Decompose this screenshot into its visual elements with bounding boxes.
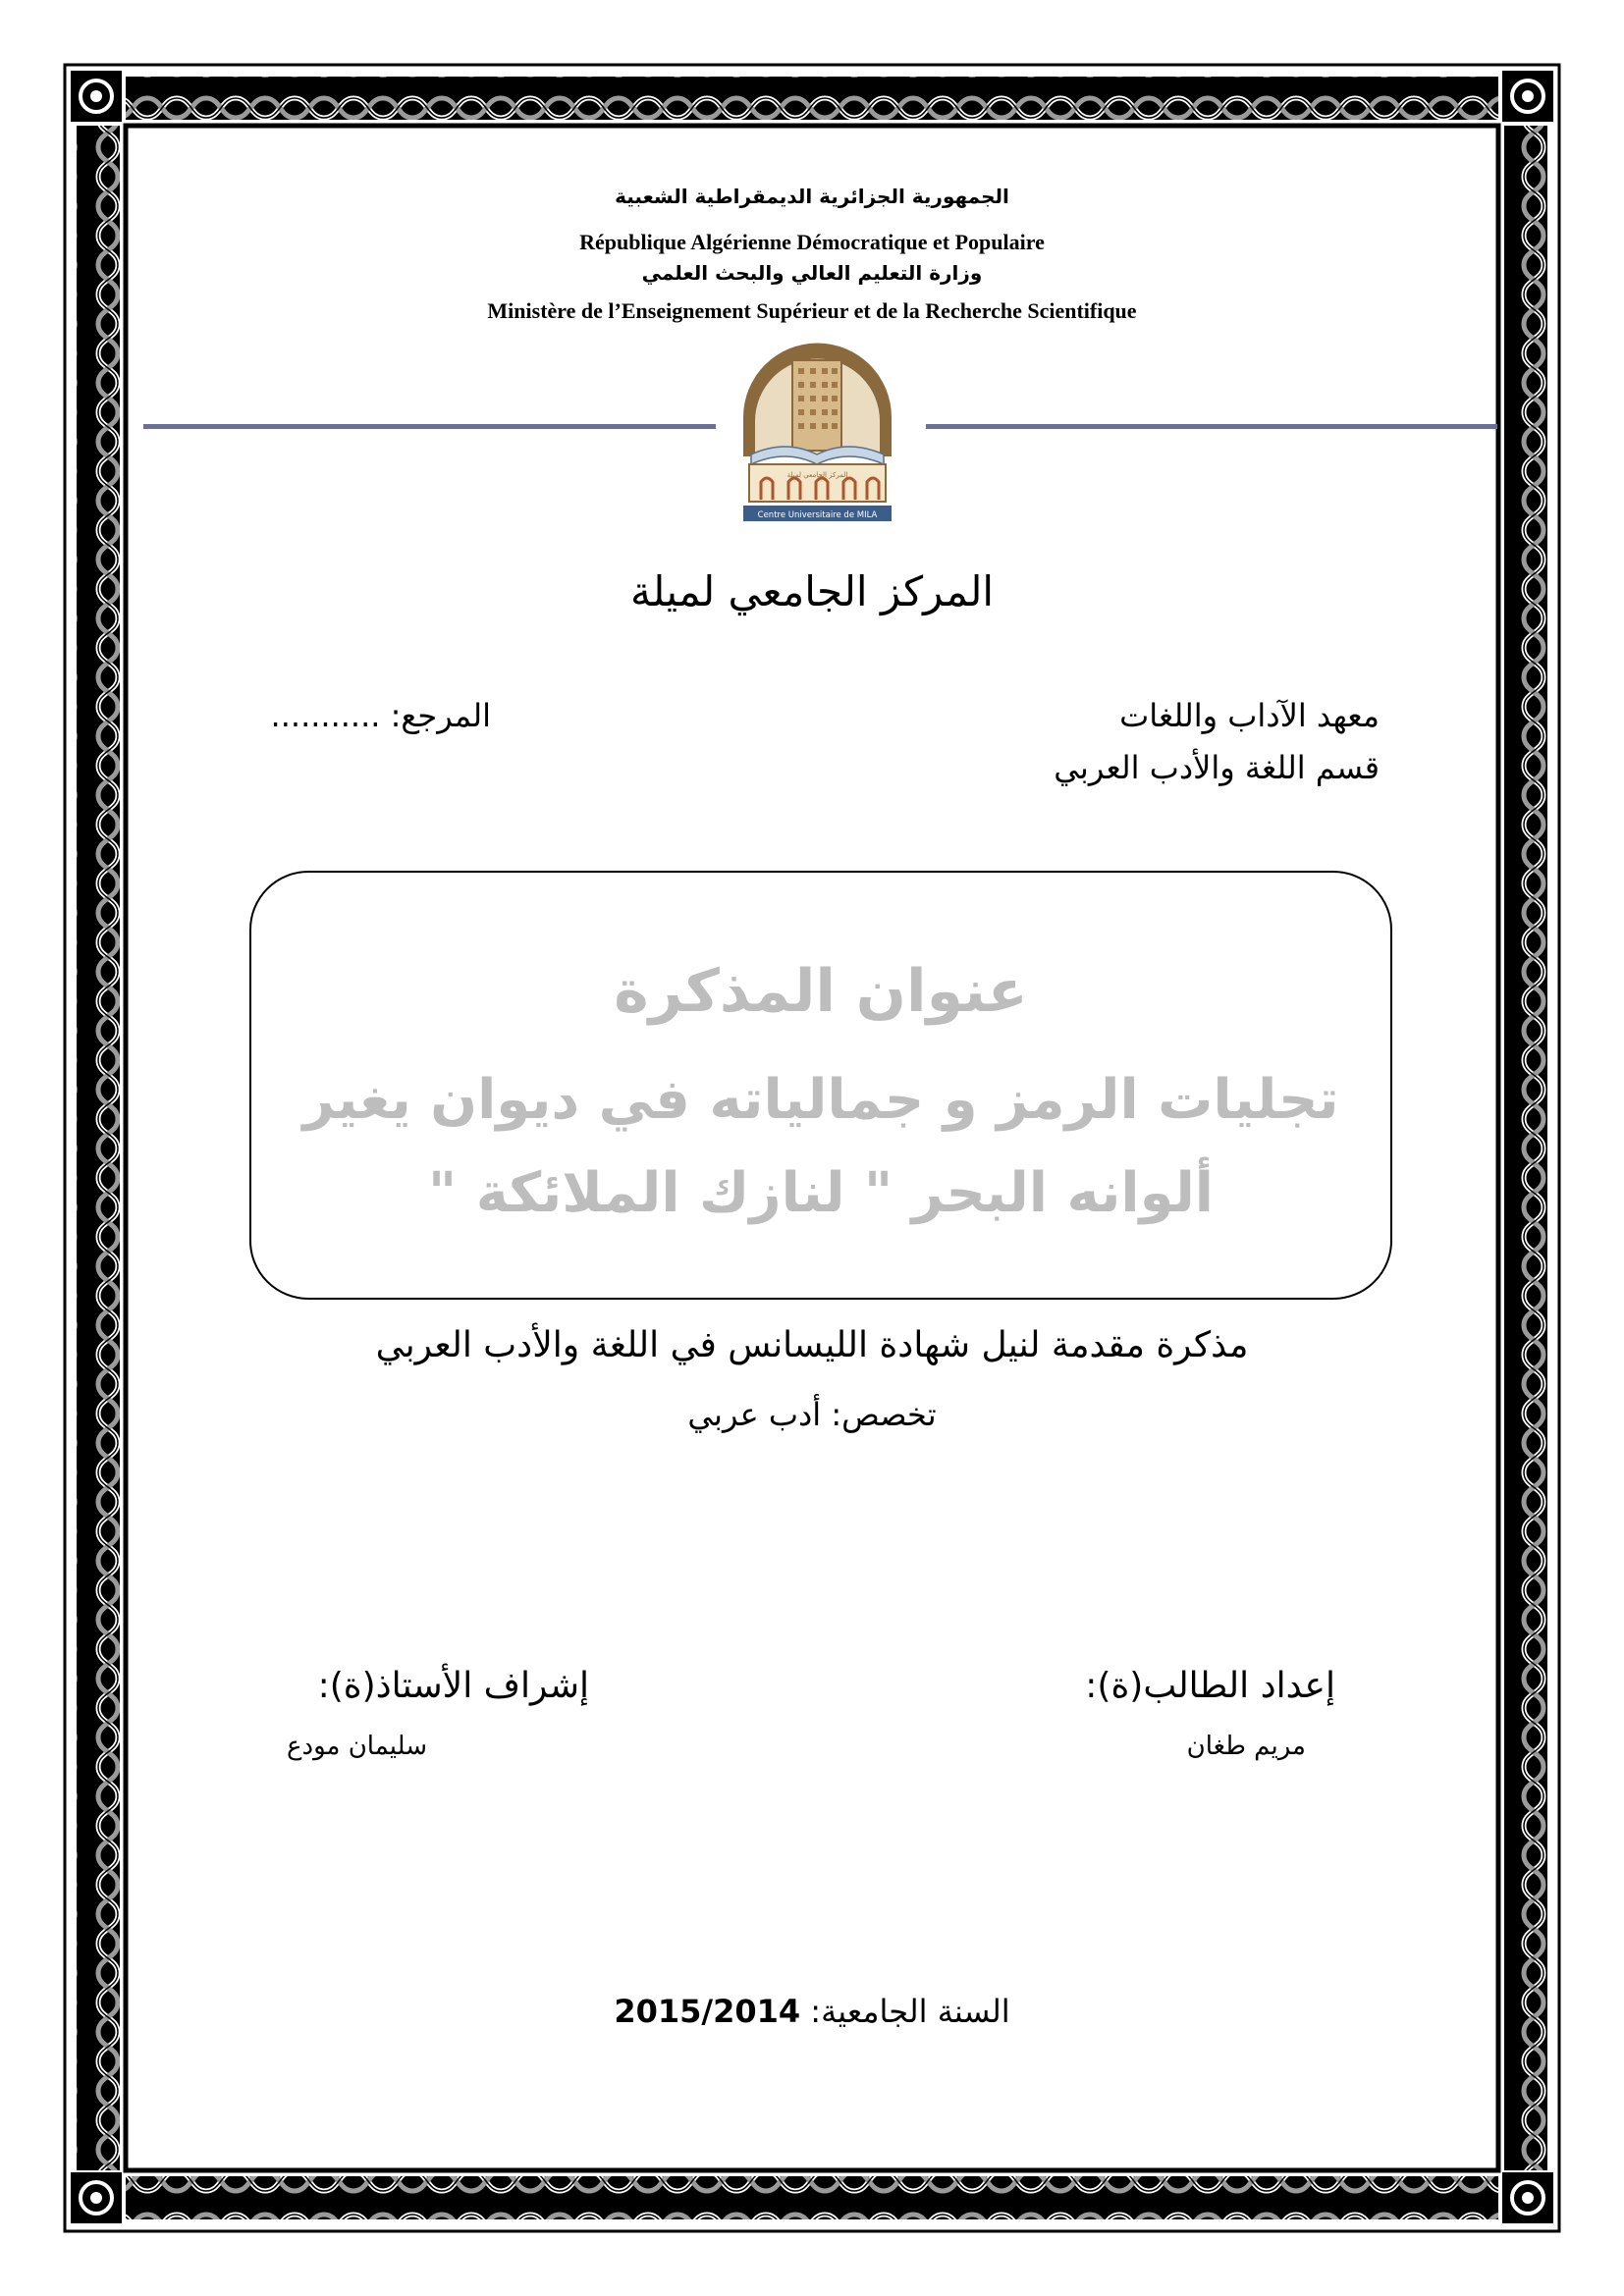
memo-title-line2: ألوانه البحر " لنازك الملائكة " bbox=[428, 1161, 1214, 1225]
corner-ornament bbox=[71, 2172, 122, 2223]
academic-year-label: السنة الجامعية: bbox=[810, 1993, 1010, 2030]
republic-fr: République Algérienne Démocratique et Populaire bbox=[579, 230, 1045, 254]
ministry-fr: Ministère de l’Enseignement Supérieur et de la Recherche Scientifique bbox=[487, 298, 1137, 323]
header-rule-right bbox=[926, 424, 1497, 429]
memo-title-line1: تجليات الرمز و جمالياته في ديوان يغير bbox=[302, 1068, 1339, 1132]
corner-ornament bbox=[1502, 71, 1553, 122]
header-rule-left bbox=[143, 424, 716, 429]
academic-year-value: 2015/2014 bbox=[614, 1993, 801, 2030]
department-name: قسم اللغة والأدب العربي bbox=[1054, 749, 1380, 786]
reference-number: المرجع: ........... bbox=[270, 697, 491, 734]
center-name: المركز الجامعي لميلة bbox=[629, 567, 995, 615]
logo-inner-text: المركز الجامعي لميلة bbox=[786, 471, 848, 479]
university-logo bbox=[731, 339, 903, 525]
degree-statement: مذكرة مقدمة لنيل شهادة الليسانس في اللغة والأدب العربي bbox=[375, 1325, 1249, 1365]
corner-ornament bbox=[71, 71, 122, 122]
corner-ornament bbox=[1502, 2172, 1553, 2223]
specialty: تخصص: أدب عربي bbox=[687, 1396, 937, 1433]
institute-name: معهد الآداب واللغات bbox=[1119, 697, 1380, 734]
academic-year bbox=[295, 1993, 1329, 2030]
logo-caption: Centre Universitaire de MILA bbox=[757, 510, 878, 520]
ministry-ar: وزارة التعليم العالي والبحث العلمي bbox=[641, 261, 983, 285]
supervisor-role: إشراف الأستاذ(ة): bbox=[317, 1666, 589, 1706]
student-role: إعداد الطالب(ة): bbox=[1085, 1666, 1335, 1706]
student-name: مريم طغان bbox=[1186, 1732, 1306, 1761]
republic-ar: الجمهورية الجزائرية الديمقراطية الشعبية bbox=[615, 185, 1009, 208]
memo-label: عنوان المذكرة bbox=[614, 957, 1028, 1026]
supervisor-name: سليمان مودع bbox=[287, 1732, 427, 1761]
